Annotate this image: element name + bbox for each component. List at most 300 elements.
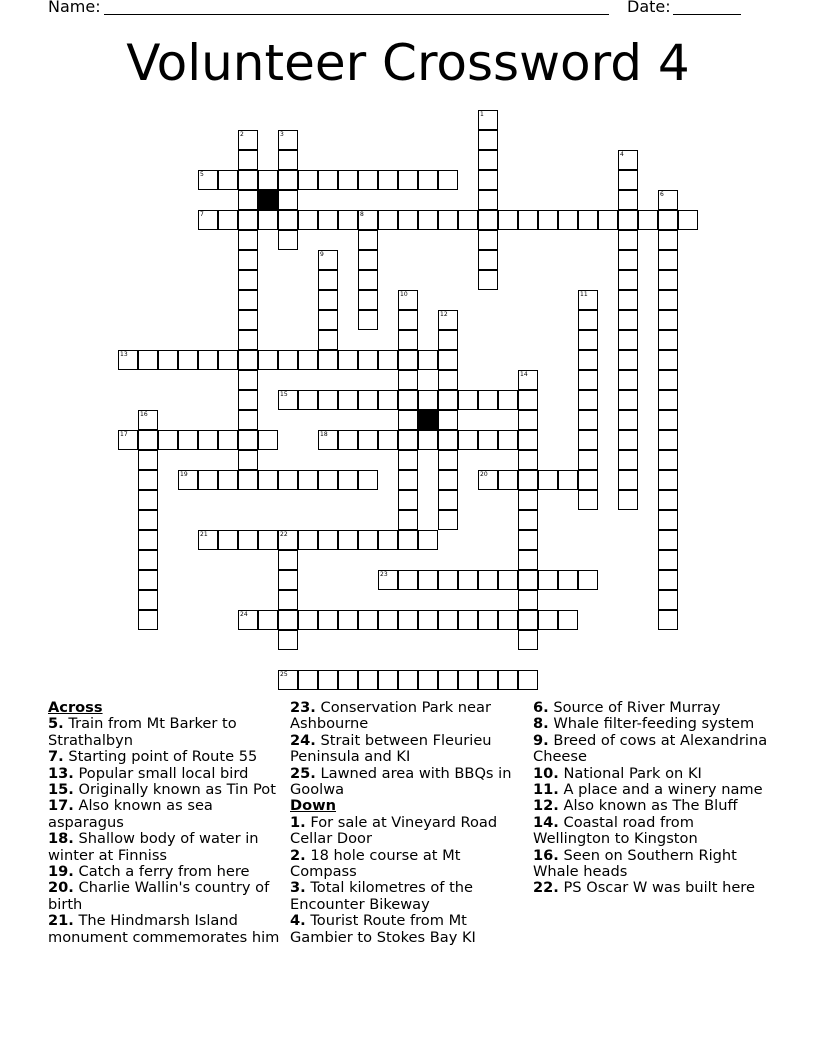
date-field[interactable] [673,14,741,15]
grid-cell[interactable] [578,370,598,390]
grid-cell[interactable] [198,210,218,230]
grid-cell[interactable] [418,670,438,690]
clue-number: 22. [533,879,559,897]
clue-number: 1. [290,813,306,831]
grid-cell[interactable] [358,470,378,490]
grid-cell[interactable] [358,250,378,270]
grid-cell[interactable] [438,350,458,370]
grid-cell[interactable] [398,530,418,550]
grid-cell[interactable] [658,570,678,590]
grid-cell[interactable] [518,550,538,570]
grid-cell[interactable] [618,290,638,310]
grid-cell[interactable] [478,190,498,210]
grid-cell[interactable] [578,470,598,490]
grid-cell[interactable] [658,190,678,210]
grid-cell[interactable] [478,130,498,150]
grid-cell[interactable] [498,210,518,230]
grid-cell[interactable] [658,390,678,410]
grid-cell[interactable] [658,230,678,250]
grid-cell[interactable] [498,470,518,490]
grid-cell[interactable] [358,430,378,450]
grid-cell[interactable] [278,190,298,210]
grid-cell[interactable] [658,430,678,450]
grid-cell[interactable] [418,210,438,230]
grid-cell[interactable] [578,310,598,330]
grid-cell[interactable] [618,410,638,430]
grid-cell[interactable] [138,570,158,590]
grid-cell[interactable] [278,210,298,230]
grid-cell[interactable] [558,610,578,630]
grid-cell[interactable] [458,570,478,590]
grid-cell[interactable] [238,170,258,190]
grid-cell[interactable] [238,270,258,290]
grid-cell[interactable] [478,570,498,590]
grid-cell[interactable] [398,670,418,690]
grid-cell[interactable] [378,430,398,450]
grid-cell[interactable] [158,350,178,370]
clue-item [48,782,284,798]
grid-cell[interactable] [358,310,378,330]
grid-cell[interactable] [518,570,538,590]
grid-cell[interactable] [338,170,358,190]
grid-cell[interactable] [518,610,538,630]
grid-cell[interactable] [438,610,458,630]
grid-cell[interactable] [438,450,458,470]
grid-cell[interactable] [658,310,678,330]
grid-cell[interactable] [518,670,538,690]
grid-cell[interactable] [478,430,498,450]
grid-cell[interactable] [258,170,278,190]
grid-cell[interactable] [358,350,378,370]
grid-cell[interactable] [138,490,158,510]
grid-cell[interactable] [658,450,678,470]
grid-cell[interactable] [658,490,678,510]
grid-cell[interactable] [418,430,438,450]
grid-cell[interactable] [338,350,358,370]
grid-cell[interactable] [138,610,158,630]
grid-cell[interactable] [358,270,378,290]
grid-cell[interactable] [518,490,538,510]
grid-cell[interactable] [378,670,398,690]
grid-cell[interactable] [658,290,678,310]
grid-cell[interactable] [578,210,598,230]
grid-cell[interactable] [178,470,198,490]
grid-cell[interactable] [558,570,578,590]
grid-cell[interactable] [658,470,678,490]
grid-cell[interactable] [438,330,458,350]
grid-cell[interactable] [238,290,258,310]
grid-cell[interactable] [658,270,678,290]
grid-cell[interactable] [278,390,298,410]
grid-cell[interactable] [618,490,638,510]
grid-cell[interactable] [478,670,498,690]
grid-cell[interactable] [238,130,258,150]
grid-cell[interactable] [338,470,358,490]
grid-cell[interactable] [138,530,158,550]
grid-cell[interactable] [218,430,238,450]
grid-cell[interactable] [318,670,338,690]
grid-cell[interactable] [398,390,418,410]
grid-cell[interactable] [518,210,538,230]
grid-cell[interactable] [198,530,218,550]
grid-cell[interactable] [278,530,298,550]
grid-cell[interactable] [478,170,498,190]
grid-cell[interactable] [138,590,158,610]
grid-cell[interactable] [358,390,378,410]
grid-cell[interactable] [538,470,558,490]
grid-cell[interactable] [278,230,298,250]
grid-cell[interactable] [278,630,298,650]
grid-cell[interactable] [658,610,678,630]
grid-cell[interactable] [558,210,578,230]
name-field[interactable] [104,14,609,15]
grid-cell[interactable] [398,370,418,390]
grid-cell[interactable] [638,210,658,230]
grid-cell[interactable] [678,210,698,230]
grid-cell[interactable] [478,270,498,290]
grid-cell[interactable] [618,430,638,450]
grid-cell[interactable] [378,530,398,550]
grid-cell[interactable] [298,210,318,230]
grid-cell[interactable] [198,170,218,190]
grid-cell[interactable] [218,350,238,370]
grid-cell[interactable] [618,310,638,330]
clue-text: Lawned area with BBQs in Goolwa [290,764,512,799]
grid-cell[interactable] [238,350,258,370]
grid-cell[interactable] [458,430,478,450]
grid-cell[interactable] [238,470,258,490]
grid-cell[interactable] [318,330,338,350]
grid-cell[interactable] [478,470,498,490]
grid-cell[interactable] [298,390,318,410]
grid-cell[interactable] [118,350,138,370]
grid-cell[interactable] [278,150,298,170]
grid-cell[interactable] [418,530,438,550]
grid-cell[interactable] [278,570,298,590]
grid-cell[interactable] [538,210,558,230]
grid-cell[interactable] [318,390,338,410]
grid-cell[interactable] [498,430,518,450]
grid-cell[interactable] [398,310,418,330]
grid-cell[interactable] [338,530,358,550]
grid-cell[interactable] [378,610,398,630]
grid-cell[interactable] [578,350,598,370]
grid-cell[interactable] [658,350,678,370]
grid-cell[interactable] [398,450,418,470]
grid-cell[interactable] [658,530,678,550]
grid-cell[interactable] [418,610,438,630]
clue-text: Popular small local bird [78,764,249,782]
grid-cell[interactable] [578,490,598,510]
grid-cell[interactable] [398,470,418,490]
grid-cell[interactable] [658,510,678,530]
grid-cell[interactable] [378,390,398,410]
grid-cell[interactable] [618,390,638,410]
grid-cell[interactable] [478,390,498,410]
grid-cell[interactable] [518,370,538,390]
grid-cell[interactable] [658,550,678,570]
grid-cell[interactable] [238,330,258,350]
grid-cell[interactable] [398,410,418,430]
grid-cell[interactable] [578,430,598,450]
grid-cell[interactable] [418,390,438,410]
grid-cell[interactable] [398,510,418,530]
grid-cell[interactable] [158,430,178,450]
clue-text: A place and a winery name [563,781,763,799]
clue-number: 10. [533,764,559,782]
grid-cell[interactable] [138,550,158,570]
grid-cell[interactable] [438,430,458,450]
grid-cell[interactable] [518,630,538,650]
grid-cell[interactable] [618,230,638,250]
grid-cell[interactable] [478,150,498,170]
grid-cell[interactable] [618,170,638,190]
grid-cell[interactable] [618,450,638,470]
grid-cell[interactable] [138,470,158,490]
grid-cell[interactable] [578,570,598,590]
grid-cell[interactable] [438,210,458,230]
grid-cell[interactable] [478,250,498,270]
grid-cell[interactable] [138,450,158,470]
clue-text: Seen on Southern Right Whale heads [533,846,737,881]
grid-cell[interactable] [438,390,458,410]
grid-cell[interactable] [438,670,458,690]
cell-number: 23 [380,571,388,578]
grid-cell[interactable] [358,670,378,690]
grid-cell[interactable] [578,290,598,310]
grid-cell[interactable] [238,190,258,210]
grid-cell[interactable] [438,510,458,530]
grid-cell[interactable] [298,350,318,370]
grid-cell[interactable] [518,430,538,450]
grid-cell[interactable] [338,430,358,450]
grid-cell[interactable] [518,510,538,530]
grid-cell[interactable] [398,610,418,630]
grid-cell[interactable] [238,230,258,250]
grid-cell[interactable] [278,170,298,190]
grid-cell[interactable] [518,470,538,490]
grid-cell[interactable] [398,210,418,230]
grid-cell[interactable] [458,610,478,630]
grid-cell[interactable] [358,610,378,630]
grid-cell[interactable] [258,430,278,450]
grid-cell[interactable] [398,430,418,450]
cell-number: 10 [400,291,408,298]
grid-cell[interactable] [238,390,258,410]
grid-cell[interactable] [298,670,318,690]
grid-cell[interactable] [438,410,458,430]
grid-cell[interactable] [618,190,638,210]
grid-cell[interactable] [378,170,398,190]
grid-cell[interactable] [398,330,418,350]
grid-cell[interactable] [438,490,458,510]
grid-cell[interactable] [358,290,378,310]
grid-cell[interactable] [198,470,218,490]
grid-cell[interactable] [318,470,338,490]
grid-cell[interactable] [338,210,358,230]
grid-cell[interactable] [578,390,598,410]
grid-cell[interactable] [278,550,298,570]
grid-cell[interactable] [518,390,538,410]
grid-cell[interactable] [298,530,318,550]
grid-cell[interactable] [278,350,298,370]
clue-text: For sale at Vineyard Road Cellar Door [290,813,498,848]
grid-cell[interactable] [298,170,318,190]
grid-cell[interactable] [618,370,638,390]
grid-cell[interactable] [538,570,558,590]
grid-cell[interactable] [458,210,478,230]
clue-column-2 [290,700,526,946]
grid-cell[interactable] [518,410,538,430]
grid-cell[interactable] [398,170,418,190]
grid-cell[interactable] [658,250,678,270]
grid-cell[interactable] [458,670,478,690]
grid-cell[interactable] [318,430,338,450]
grid-cell[interactable] [258,610,278,630]
grid-cell[interactable] [138,410,158,430]
grid-cell[interactable] [378,350,398,370]
grid-cell[interactable] [498,390,518,410]
grid-cell[interactable] [278,130,298,150]
grid-cell[interactable] [238,250,258,270]
grid-cell[interactable] [498,610,518,630]
grid-cell[interactable] [658,210,678,230]
grid-cell[interactable] [618,150,638,170]
grid-cell[interactable] [218,530,238,550]
grid-cell[interactable] [278,670,298,690]
grid-cell[interactable] [298,610,318,630]
grid-cell[interactable] [318,210,338,230]
grid-cell[interactable] [618,250,638,270]
grid-cell[interactable] [618,210,638,230]
grid-cell[interactable] [218,170,238,190]
grid-cell[interactable] [138,350,158,370]
grid-cell[interactable] [578,450,598,470]
grid-cell[interactable] [218,470,238,490]
grid-cell[interactable] [518,450,538,470]
grid-cell[interactable] [278,610,298,630]
grid-cell[interactable] [238,410,258,430]
grid-cell[interactable] [478,610,498,630]
grid-cell[interactable] [338,670,358,690]
grid-cell[interactable] [598,210,618,230]
grid-cell[interactable] [278,590,298,610]
grid-cell[interactable] [578,410,598,430]
grid-cell[interactable] [318,250,338,270]
grid-cell[interactable] [378,570,398,590]
clue-text: Starting point of Route 55 [68,748,258,766]
grid-cell[interactable] [438,570,458,590]
grid-cell[interactable] [318,610,338,630]
grid-cell[interactable] [238,430,258,450]
grid-cell[interactable] [458,390,478,410]
grid-cell[interactable] [478,230,498,250]
grid-cell[interactable] [258,210,278,230]
grid-cell[interactable] [478,110,498,130]
grid-cell[interactable] [438,310,458,330]
grid-cell[interactable] [318,290,338,310]
grid-cell[interactable] [238,450,258,470]
grid-cell[interactable] [238,370,258,390]
clue-number: 5. [48,715,64,733]
grid-cell[interactable] [438,470,458,490]
grid-cell[interactable] [318,530,338,550]
grid-cell[interactable] [198,430,218,450]
grid-cell[interactable] [338,610,358,630]
clue-text: Coastal road from Wellington to Kingston [533,813,698,848]
grid-cell[interactable] [618,330,638,350]
grid-cell[interactable] [658,330,678,350]
grid-cell[interactable] [358,230,378,250]
grid-cell[interactable] [318,310,338,330]
grid-cell[interactable] [318,270,338,290]
grid-cell[interactable] [658,370,678,390]
grid-cell[interactable] [358,530,378,550]
grid-cell[interactable] [658,590,678,610]
grid-cell[interactable] [358,210,378,230]
grid-cell[interactable] [138,430,158,450]
grid-cell[interactable] [618,350,638,370]
grid-cell[interactable] [398,290,418,310]
grid-cell[interactable] [338,390,358,410]
grid-cell[interactable] [138,510,158,530]
grid-cell[interactable] [538,610,558,630]
grid-cell[interactable] [398,350,418,370]
grid-cell[interactable] [298,470,318,490]
grid-cell[interactable] [418,350,438,370]
grid-cell[interactable] [518,590,538,610]
grid-cell[interactable] [198,350,218,370]
grid-cell[interactable] [438,370,458,390]
grid-cell[interactable] [238,150,258,170]
grid-cell[interactable] [278,470,298,490]
grid-cell[interactable] [218,210,238,230]
grid-cell[interactable] [418,570,438,590]
grid-cell[interactable] [558,470,578,490]
grid-cell[interactable] [318,170,338,190]
grid-cell[interactable] [178,350,198,370]
grid-cell[interactable] [258,470,278,490]
grid-cell[interactable] [238,530,258,550]
grid-cell[interactable] [578,330,598,350]
grid-cell[interactable] [358,170,378,190]
grid-cell[interactable] [378,210,398,230]
grid-cell[interactable] [238,210,258,230]
grid-cell[interactable] [398,490,418,510]
grid-cell[interactable] [258,350,278,370]
grid-cell[interactable] [238,310,258,330]
grid-cell[interactable] [438,170,458,190]
cell-number: 9 [320,251,324,258]
grid-cell[interactable] [658,410,678,430]
grid-cell[interactable] [418,170,438,190]
grid-cell[interactable] [498,570,518,590]
grid-cell[interactable] [498,670,518,690]
grid-cell[interactable] [618,470,638,490]
grid-cell[interactable] [258,530,278,550]
grid-cell[interactable] [318,350,338,370]
grid-cell[interactable] [518,530,538,550]
grid-cell[interactable] [478,210,498,230]
clue-item [533,766,773,782]
grid-cell[interactable] [118,430,138,450]
clue-number: 2. [290,846,306,864]
clue-item [290,700,526,733]
grid-cell[interactable] [178,430,198,450]
grid-cell[interactable] [238,610,258,630]
grid-cell[interactable] [618,270,638,290]
grid-cell[interactable] [398,570,418,590]
